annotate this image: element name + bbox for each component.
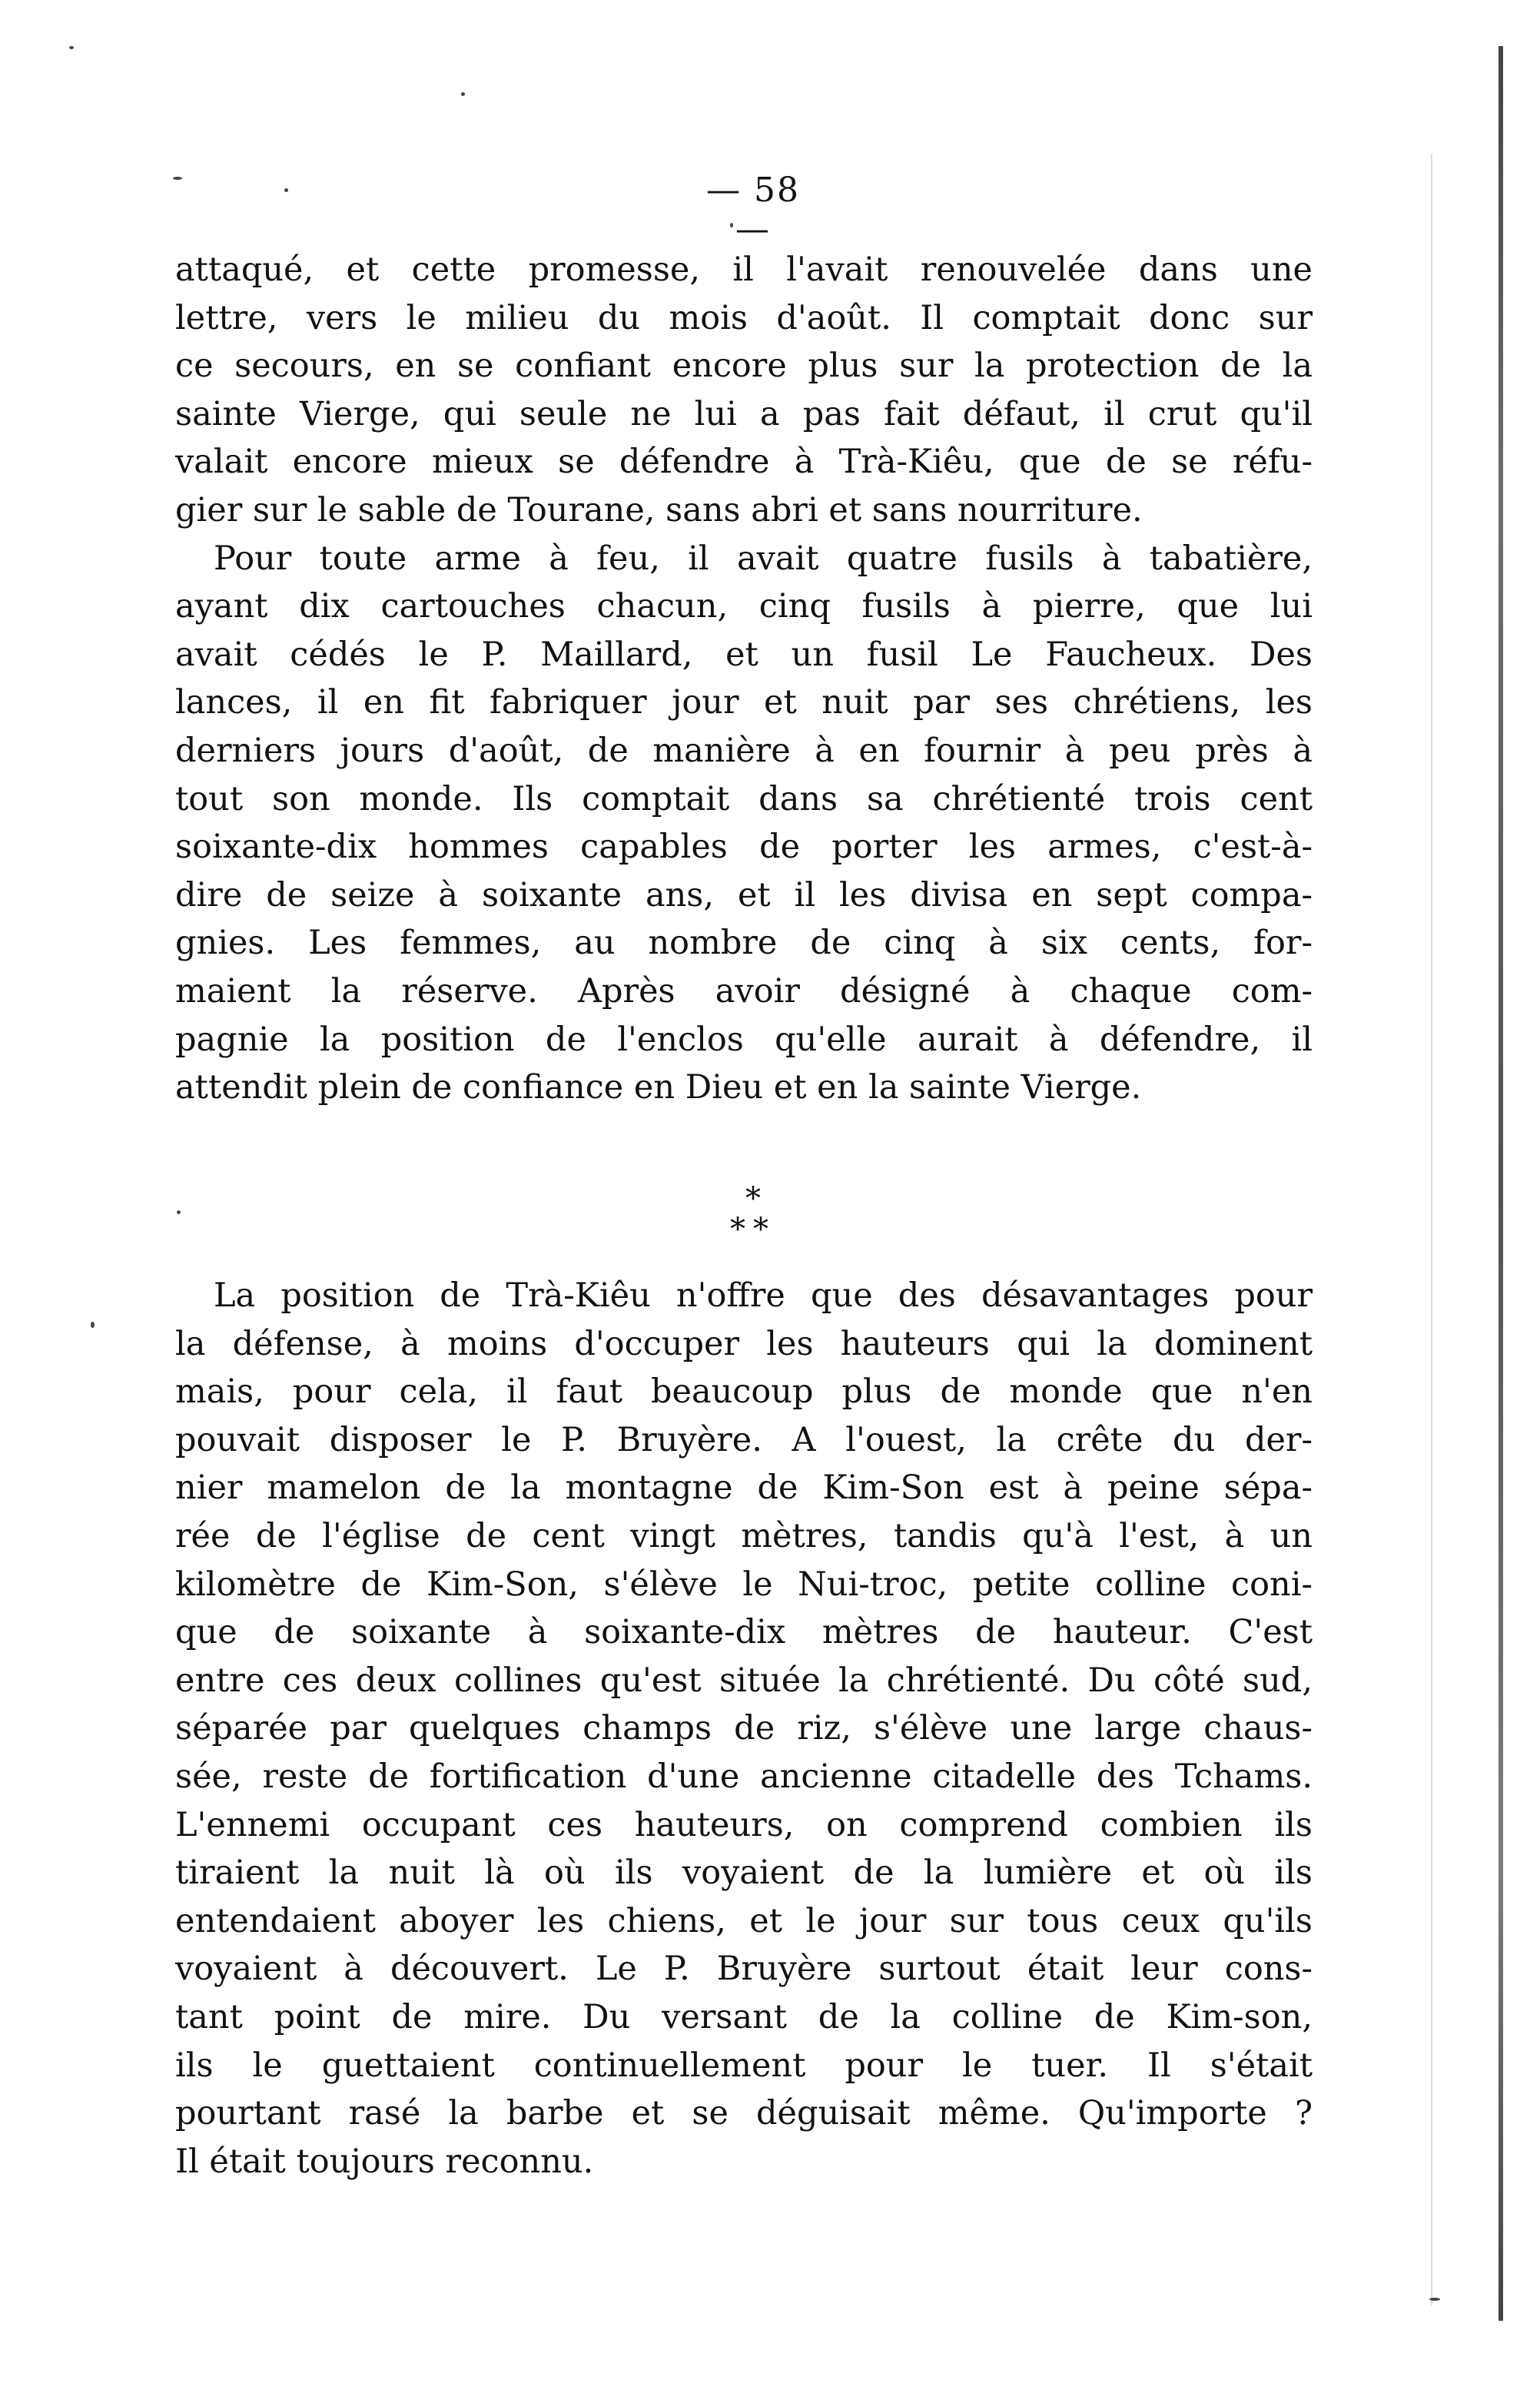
text-line: nier mamelon de la montagne de Kim-Son est à peine sépa-	[175, 1469, 1313, 1508]
paragraph-2	[175, 535, 1313, 1112]
text-line: derniers jours d'août, de manière à en fournir à peu près à	[175, 731, 1313, 770]
text-line: dire de seize à soixante ans, et il les divisa en sept compa-	[175, 875, 1313, 914]
text-line: attaqué, et cette promesse, il l'avait renouvelée dans une	[175, 251, 1313, 289]
text-line: pourtant rasé la barbe et se déguisait même. Qu'importe ?	[175, 2094, 1313, 2133]
asterism-bottom: **	[730, 1212, 776, 1247]
text-line: avait cédés le P. Maillard, et un fusil Le Faucheux. Des	[175, 635, 1313, 674]
page-edge-line	[1431, 154, 1432, 2305]
ink-speck	[1429, 2298, 1440, 2301]
text-line: rée de l'église de cent vingt mètres, tandis qu'à l'est, à un	[175, 1516, 1313, 1555]
ink-speck	[461, 92, 465, 96]
text-line: valait encore mieux se défendre à Trà-Kiêu, que de se réfu-	[175, 443, 1313, 482]
text-line: L'ennemi occupant ces hauteurs, on comprend combien ils	[175, 1805, 1313, 1844]
text-line: entre ces deux collines qu'est située la chrétienté. Du côté sud,	[175, 1661, 1313, 1700]
text-line: tant point de mire. Du versant de la colline de Kim-son,	[175, 1997, 1313, 2036]
ink-speck	[173, 177, 182, 180]
text-line: tiraient la nuit là où ils voyaient de la lumière et où ils	[175, 1854, 1313, 1893]
text-line: sainte Vierge, qui seule ne lui a pas fait défaut, il crut qu'il	[175, 394, 1313, 433]
ink-speck	[91, 1322, 95, 1328]
ink-speck	[730, 223, 733, 227]
text-line: mais, pour cela, il faut beaucoup plus de monde que n'en	[175, 1372, 1313, 1412]
asterism-top: *	[745, 1181, 761, 1216]
text-line: attendit plein de confiance en Dieu et en la sainte Vierge.	[175, 1068, 1142, 1107]
text-line: maient la réserve. Après avoir désigné à chaque com-	[175, 971, 1313, 1011]
text-line: pouvait disposer le P. Bruyère. A l'ouest, la crête du der-	[175, 1420, 1313, 1459]
text-line: gier sur le sable de Tourane, sans abri et sans nourriture.	[175, 490, 1143, 529]
text-line: gnies. Les femmes, au nombre de cinq à six cents, for-	[175, 924, 1313, 963]
text-line: séparée par quelques champs de riz, s'élève une large chaus-	[175, 1709, 1313, 1748]
text-line: Il était toujours reconnu.	[175, 2142, 594, 2181]
text-line: entendaient aboyer les chiens, et le jour sur tous ceux qu'ils	[175, 1901, 1313, 1940]
text-line: sée, reste de fortification d'une ancienne citadelle des Tchams.	[175, 1757, 1313, 1796]
text-block-upper	[175, 246, 1313, 1112]
text-line: ayant dix cartouches chacun, cinq fusils à pierre, que lui	[175, 587, 1313, 626]
text-line: soixante-dix hommes capables de porter les armes, c'est-à-	[175, 828, 1313, 867]
paragraph-3	[175, 1272, 1313, 2186]
ink-speck	[69, 46, 74, 49]
text-line: tout son monde. Ils comptait dans sa chrétienté trois cent	[175, 779, 1313, 818]
text-line: que de soixante à soixante-dix mètres de hauteur. C'est	[175, 1613, 1313, 1652]
text-line: la défense, à moins d'occuper les hauteurs qui la dominent	[175, 1324, 1313, 1363]
text-line: lances, il en fit fabriquer jour et nuit par ses chrétiens, les	[175, 683, 1313, 722]
text-line: pagnie la position de l'enclos qu'elle aurait à défendre, il	[175, 1020, 1313, 1059]
text-line: ce secours, en se confiant encore plus sur la protection de la	[175, 347, 1313, 386]
ink-speck	[284, 188, 288, 192]
text-line: kilomètre de Kim-Son, s'élève le Nui-troc, petite colline coni-	[175, 1565, 1313, 1604]
page-number: — 58 —	[706, 171, 800, 249]
paragraph-1	[175, 246, 1313, 535]
text-line: ils le guettaient continuellement pour le tuer. Il s'était	[175, 2046, 1313, 2085]
page-edge-shadow	[1499, 46, 1503, 2321]
text-line: lettre, vers le milieu du mois d'août. Il comptait donc sur	[175, 298, 1313, 337]
text-line: La position de Trà-Kiêu n'offre que des désavantages pour	[214, 1276, 1313, 1315]
ink-speck	[177, 1210, 181, 1214]
text-line: Pour toute arme à feu, il avait quatre fusils à tabatière,	[214, 539, 1313, 578]
section-break-asterism	[692, 1183, 815, 1245]
text-block-lower	[175, 1272, 1313, 2186]
text-line: voyaient à découvert. Le P. Bruyère surtout était leur cons-	[175, 1950, 1313, 1989]
